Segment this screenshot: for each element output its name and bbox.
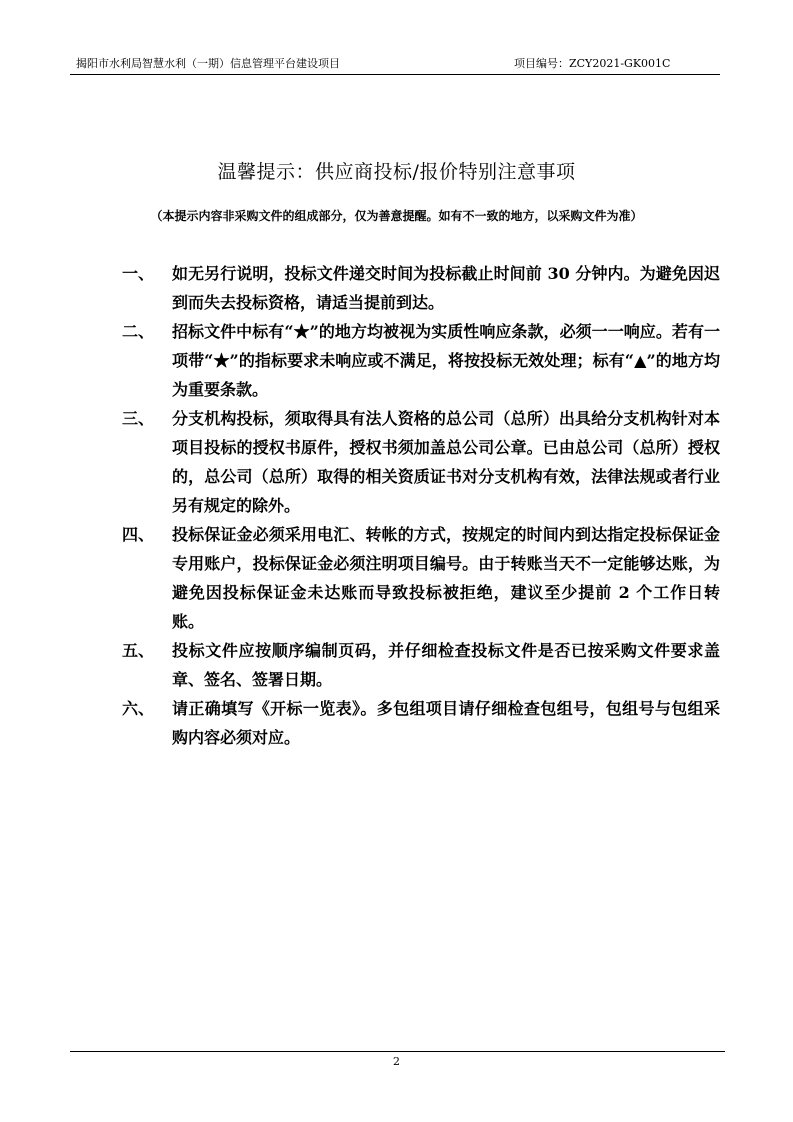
notice-item-number: 六、: [122, 699, 155, 718]
notice-item-text: 投标文件应按顺序编制页码，并仔细检查投标文件是否已按采购文件要求盖章、签名、签署日期。: [172, 641, 720, 689]
header-project-code: 项目编号：ZCY2021-GK001C: [514, 57, 671, 70]
footer-rule: [70, 1051, 725, 1052]
page-number: 2: [393, 1055, 400, 1068]
notice-item-2: [118, 317, 720, 404]
notice-item-text: 请正确填写《开标一览表》。多包组项目请仔细检查包组号，包组号与包组采购内容必须对应。: [172, 699, 720, 747]
notice-item-text: 如无另行说明，投标文件递交时间为投标截止时间前 30 分钟内。为避免因迟到而失去投标资格，请适当提前到达。: [172, 264, 720, 312]
notice-item-4: [118, 520, 720, 636]
page-subtitle: （本提示内容非采购文件的组成部分，仅为善意提醒。如有不一致的地方，以采购文件为准）: [150, 209, 643, 223]
notice-item-number: 一、: [122, 264, 155, 283]
notice-item-5: [118, 636, 720, 694]
notice-item-text: 分支机构投标，须取得具有法人资格的总公司（总所）出具给分支机构针对本项目投标的授权书原件，授权书须加盖总公司公章。已由总公司（总所）授权的，总公司（总所）取得的相关资质证书对分支机构有效，法律法规或者行业另有规定的除外。: [172, 409, 720, 515]
notice-item-text: 投标保证金必须采用电汇、转帐的方式，按规定的时间内到达指定投标保证金专用账户，投标保证金必须注明项目编号。由于转账当天不一定能够达账，为避免因投标保证金未达账而导致投标被拒绝，建议至少提前 2 个工作日转账。: [172, 525, 720, 631]
notice-item-text: 招标文件中标有“★”的地方均被视为实质性响应条款，必须一一响应。若有一项带“★”的指标要求未响应或不满足，将按投标无效处理；标有“▲”的地方均为重要条款。: [172, 322, 720, 399]
header-project-name: 揭阳市水利局智慧水利（一期）信息管理平台建设项目: [76, 57, 340, 70]
notice-item-number: 三、: [122, 409, 155, 428]
notice-list: [118, 259, 728, 752]
page-header: [70, 56, 720, 75]
notice-item-3: [118, 404, 720, 520]
notice-item-6: [118, 694, 720, 752]
notice-item-number: 五、: [122, 641, 155, 660]
notice-item-1: [118, 259, 720, 317]
notice-item-number: 二、: [122, 322, 155, 341]
notice-item-number: 四、: [122, 525, 155, 544]
page-title: 温馨提示：供应商投标/报价特别注意事项: [217, 161, 576, 183]
